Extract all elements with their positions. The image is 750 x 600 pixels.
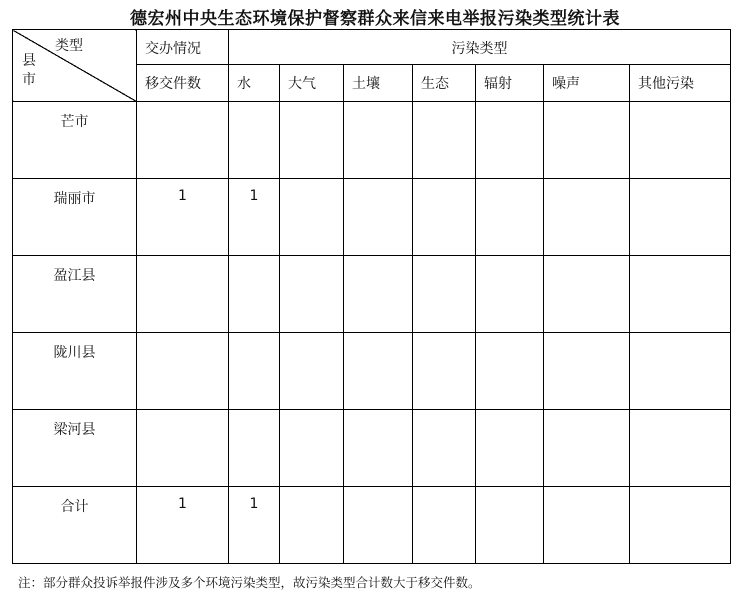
table-row xyxy=(13,179,731,256)
cell-value xyxy=(137,410,228,419)
table-cell xyxy=(137,410,229,487)
cell-value: 1 xyxy=(249,496,259,512)
table-cell xyxy=(544,410,630,487)
cell-value xyxy=(630,410,730,419)
diag-county-char: 县 xyxy=(22,53,36,69)
cell-value xyxy=(280,487,343,496)
table-cell xyxy=(630,333,731,410)
diag-county-label xyxy=(22,52,38,90)
cell-value xyxy=(476,410,543,419)
table-cell xyxy=(229,102,280,179)
table-cell xyxy=(544,333,630,410)
table-cell xyxy=(413,487,476,564)
cell-value xyxy=(229,410,279,419)
table-cell xyxy=(630,256,731,333)
county-name-cell xyxy=(13,256,137,333)
col-header-text: 移交件数 xyxy=(145,76,201,92)
cell-value xyxy=(630,487,730,496)
county-name: 盈江县 xyxy=(53,268,96,284)
table-cell xyxy=(476,102,544,179)
table-cell xyxy=(544,102,630,179)
col-header-text: 水 xyxy=(237,76,251,92)
table-row xyxy=(13,256,731,333)
table-row xyxy=(13,333,731,410)
table-cell xyxy=(544,487,630,564)
handling-header-text: 交办情况 xyxy=(145,41,201,57)
cell-value xyxy=(344,487,412,496)
col-header-ecology xyxy=(413,65,476,102)
table-cell xyxy=(280,487,344,564)
col-header-text: 辐射 xyxy=(484,76,512,92)
cell-value xyxy=(630,179,730,188)
county-name: 合计 xyxy=(60,499,89,515)
cell-value xyxy=(544,487,629,496)
col-header-transferred xyxy=(137,65,229,102)
cell-value xyxy=(476,256,543,265)
cell-value xyxy=(413,256,475,265)
col-header-text: 噪声 xyxy=(552,76,580,92)
county-name-cell xyxy=(13,410,137,487)
table-cell xyxy=(229,410,280,487)
table-cell xyxy=(229,179,280,256)
table-cell xyxy=(544,179,630,256)
table-cell xyxy=(229,256,280,333)
county-name: 梁河县 xyxy=(53,422,96,438)
cell-value xyxy=(229,256,279,265)
col-header-other xyxy=(630,65,731,102)
cell-value xyxy=(476,179,543,188)
table-cell xyxy=(344,487,413,564)
diag-type-label: 类型 xyxy=(55,38,83,54)
diagonal-header-cell xyxy=(13,30,137,102)
cell-value xyxy=(344,333,412,342)
table-cell xyxy=(137,333,229,410)
table-cell xyxy=(413,256,476,333)
table-cell xyxy=(630,179,731,256)
pollution-types-header xyxy=(229,30,731,65)
table-cell xyxy=(476,256,544,333)
cell-value xyxy=(630,333,730,342)
col-header-text: 其他污染 xyxy=(638,76,694,92)
county-name-cell xyxy=(13,102,137,179)
table-cell xyxy=(344,102,413,179)
county-name-cell xyxy=(13,487,137,564)
cell-value xyxy=(544,333,629,342)
handling-header xyxy=(137,30,229,65)
pollution-types-header-text: 污染类型 xyxy=(451,41,508,57)
cell-value xyxy=(544,102,629,111)
col-header-air xyxy=(280,65,344,102)
footnote: 注：部分群众投诉举报件涉及多个环境污染类型，故污染类型合计数大于移交件数。 xyxy=(18,575,481,590)
table-cell xyxy=(280,256,344,333)
table-cell xyxy=(344,333,413,410)
table-row xyxy=(13,102,731,179)
col-header-text: 生态 xyxy=(421,76,449,92)
cell-value xyxy=(544,410,629,419)
table-cell xyxy=(344,179,413,256)
cell-value xyxy=(413,333,475,342)
table-cell xyxy=(229,333,280,410)
cell-value xyxy=(280,179,343,188)
table-cell xyxy=(344,256,413,333)
cell-value xyxy=(280,410,343,419)
statistics-table xyxy=(12,29,731,564)
table-cell xyxy=(137,102,229,179)
cell-value xyxy=(413,410,475,419)
table-cell xyxy=(137,179,229,256)
cell-value xyxy=(137,333,228,342)
cell-value: 1 xyxy=(249,188,259,204)
table-cell xyxy=(280,333,344,410)
cell-value xyxy=(229,333,279,342)
table-cell xyxy=(137,487,229,564)
table-cell xyxy=(344,410,413,487)
cell-value xyxy=(344,179,412,188)
table-cell xyxy=(413,179,476,256)
cell-value xyxy=(544,256,629,265)
table-row xyxy=(13,410,731,487)
cell-value xyxy=(137,102,228,111)
table-cell xyxy=(476,179,544,256)
cell-value xyxy=(630,256,730,265)
county-name-cell xyxy=(13,179,137,256)
cell-value xyxy=(280,256,343,265)
cell-value xyxy=(344,102,412,111)
county-name: 瑞丽市 xyxy=(53,191,96,207)
cell-value xyxy=(476,487,543,496)
table-cell xyxy=(413,410,476,487)
cell-value xyxy=(344,410,412,419)
table-cell xyxy=(476,410,544,487)
table-cell xyxy=(630,102,731,179)
table-cell xyxy=(280,410,344,487)
table-cell xyxy=(630,410,731,487)
table-cell xyxy=(280,179,344,256)
table-cell xyxy=(280,102,344,179)
table-cell xyxy=(544,256,630,333)
cell-value xyxy=(137,256,228,265)
diag-city-char: 市 xyxy=(22,72,36,88)
col-header-water xyxy=(229,65,280,102)
col-header-radiation xyxy=(476,65,544,102)
header-row-1 xyxy=(13,30,731,65)
cell-value xyxy=(344,256,412,265)
col-header-text: 土壤 xyxy=(352,76,380,92)
county-name-cell xyxy=(13,333,137,410)
cell-value: 1 xyxy=(178,496,187,512)
document-title: 德宏州中央生态环境保护督察群众来信来电举报污染类型统计表 xyxy=(130,9,620,29)
col-header-text: 大气 xyxy=(288,76,316,92)
cell-value xyxy=(544,179,629,188)
cell-value xyxy=(413,179,475,188)
table-cell xyxy=(413,333,476,410)
cell-value xyxy=(229,102,279,111)
table-body xyxy=(13,102,731,564)
cell-value xyxy=(413,102,475,111)
cell-value xyxy=(476,333,543,342)
cell-value xyxy=(280,333,343,342)
table-cell xyxy=(229,487,280,564)
table-cell xyxy=(137,256,229,333)
col-header-noise xyxy=(544,65,630,102)
cell-value xyxy=(413,487,475,496)
cell-value xyxy=(630,102,730,111)
cell-value xyxy=(476,102,543,111)
table-cell xyxy=(413,102,476,179)
county-name: 陇川县 xyxy=(53,345,96,361)
cell-value: 1 xyxy=(178,188,187,204)
table-cell xyxy=(630,487,731,564)
table-cell xyxy=(476,487,544,564)
table-row xyxy=(13,487,731,564)
table-cell xyxy=(476,333,544,410)
col-header-soil xyxy=(344,65,413,102)
cell-value xyxy=(280,102,343,111)
county-name: 芒市 xyxy=(60,114,89,130)
